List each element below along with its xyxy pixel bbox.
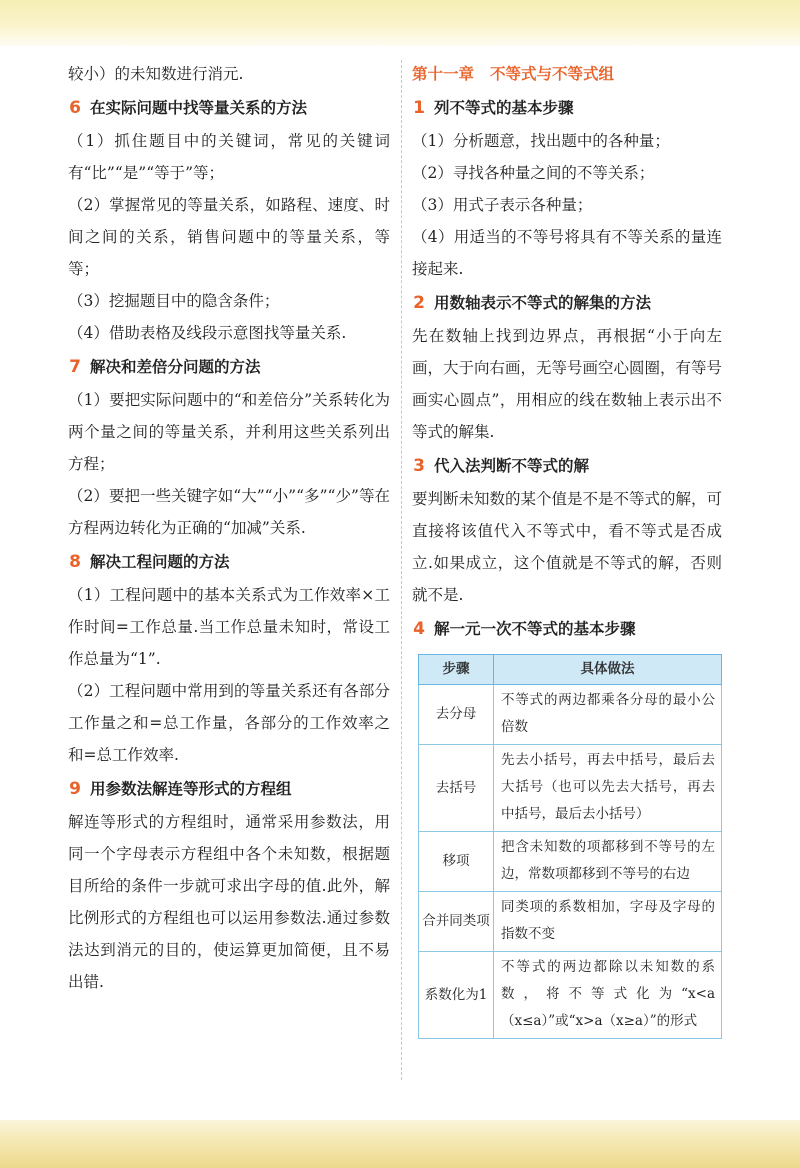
section-4-heading [412,614,722,644]
section-number: 9 [69,779,81,799]
table-cell-step: 去分母 [419,685,494,745]
section-number: 4 [413,619,425,639]
table-cell-step: 移项 [419,832,494,892]
table-cell-method: 先去小括号，再去中括号，最后去大括号（也可以先去大括号，再去中括号，最后去小括号） [494,745,722,832]
paragraph: 解连等形式的方程组时，通常采用参数法，用同一个字母表示方程组中各个未知数，根据题目所给的条件一步就可求出字母的值.此外，解比例形式的方程组也可以运用参数法.通过参数法达到消元的目的，使运算更加简便，且不易出错. [68,813,390,991]
right-column [412,58,722,1039]
table-row [419,952,722,1039]
table-header-step: 步骤 [419,655,494,685]
paragraph: （1）抓住题目中的关键词，常见的关键词有“比”“是”“等于”等； [68,132,390,182]
bottom-decorative-band [0,1120,800,1168]
section-3-heading [412,451,722,481]
section-title: 在实际问题中找等量关系的方法 [90,99,308,117]
table-row [419,685,722,745]
paragraph: （1）工程问题中的基本关系式为工作效率×工作时间=工作总量.当工作总量未知时，常设工作总量为“1”. [68,586,390,668]
table-header-row [419,655,722,685]
paragraph: （3）挖掘题目中的隐含条件； [68,292,280,310]
top-decorative-band [0,0,800,46]
paragraph: （2）掌握常见的等量关系，如路程、速度、时间之间的关系，销售问题中的等量关系，等等； [68,196,390,278]
section-title: 代入法判断不等式的解 [434,457,590,475]
section-title: 解决和差倍分问题的方法 [90,358,261,376]
section-number: 1 [413,98,425,118]
section-number: 3 [413,456,425,476]
section-1-heading [412,93,722,123]
section-8-heading [68,547,390,577]
section-7-heading [68,352,390,382]
table-cell-step: 去括号 [419,745,494,832]
table-cell-method: 把含未知数的项都移到不等号的左边，常数项都移到不等号的右边 [494,832,722,892]
paragraph: 要判断未知数的某个值是不是不等式的解，可直接将该值代入不等式中，看不等式是否成立.如果成立，这个值就是不等式的解，否则就不是. [412,490,723,604]
chapter-title: 不等式与不等式组 [490,65,615,83]
table-row [419,745,722,832]
table-cell-method: 不等式的两边都除以未知数的系数，将不等式化为“x<a（x≤a）”或“x>a（x≥a）”的形式 [494,952,722,1039]
left-column [68,58,390,998]
paragraph: （2）要把一些关键字如“大”“小”“多”“少”等在方程两边转化为正确的“加减”关系. [68,487,390,537]
section-number: 6 [69,98,81,118]
intro-continuation: 较小）的未知数进行消元. [68,65,244,83]
paragraph: （3）用式子表示各种量； [412,196,593,214]
paragraph: （2）工程问题中常用到的等量关系还有各部分工作量之和=总工作量，各部分的工作效率之和=总工作效率. [68,682,390,764]
section-number: 8 [69,552,81,572]
table-row [419,832,722,892]
section-number: 7 [69,357,81,377]
table-row [419,892,722,952]
section-6-heading [68,93,390,123]
section-title: 解一元一次不等式的基本步骤 [434,620,636,638]
section-2-heading [412,288,722,318]
inequality-steps-table [418,654,722,1039]
paragraph: （1）要把实际问题中的“和差倍分”关系转化为两个量之间的等量关系，并利用这些关系列出方程； [68,391,390,473]
column-divider [401,60,402,1080]
paragraph: （1）分析题意，找出题中的各种量； [412,132,670,150]
paragraph: 先在数轴上找到边界点，再根据“小于向左画，大于向右画，无等号画空心圆圈，有等号画实心圆点”，用相应的线在数轴上表示出不等式的解集. [412,327,723,441]
section-title: 用数轴表示不等式的解集的方法 [434,294,652,312]
section-title: 用参数法解连等形式的方程组 [90,780,292,798]
section-title: 解决工程问题的方法 [90,553,230,571]
table-cell-method: 不等式的两边都乘各分母的最小公倍数 [494,685,722,745]
table-cell-method: 同类项的系数相加，字母及字母的指数不变 [494,892,722,952]
section-title: 列不等式的基本步骤 [434,99,574,117]
table-cell-step: 合并同类项 [419,892,494,952]
chapter-label: 第十一章 [412,65,475,83]
paragraph: （2）寻找各种量之间的不等关系； [412,164,655,182]
section-9-heading [68,774,390,804]
table-header-method: 具体做法 [494,655,722,685]
paragraph: （4）用适当的不等号将具有不等关系的量连接起来. [412,228,722,278]
chapter-heading [412,58,722,90]
section-number: 2 [413,293,425,313]
paragraph: （4）借助表格及线段示意图找等量关系. [68,324,347,342]
table-cell-step: 系数化为1 [419,952,494,1039]
